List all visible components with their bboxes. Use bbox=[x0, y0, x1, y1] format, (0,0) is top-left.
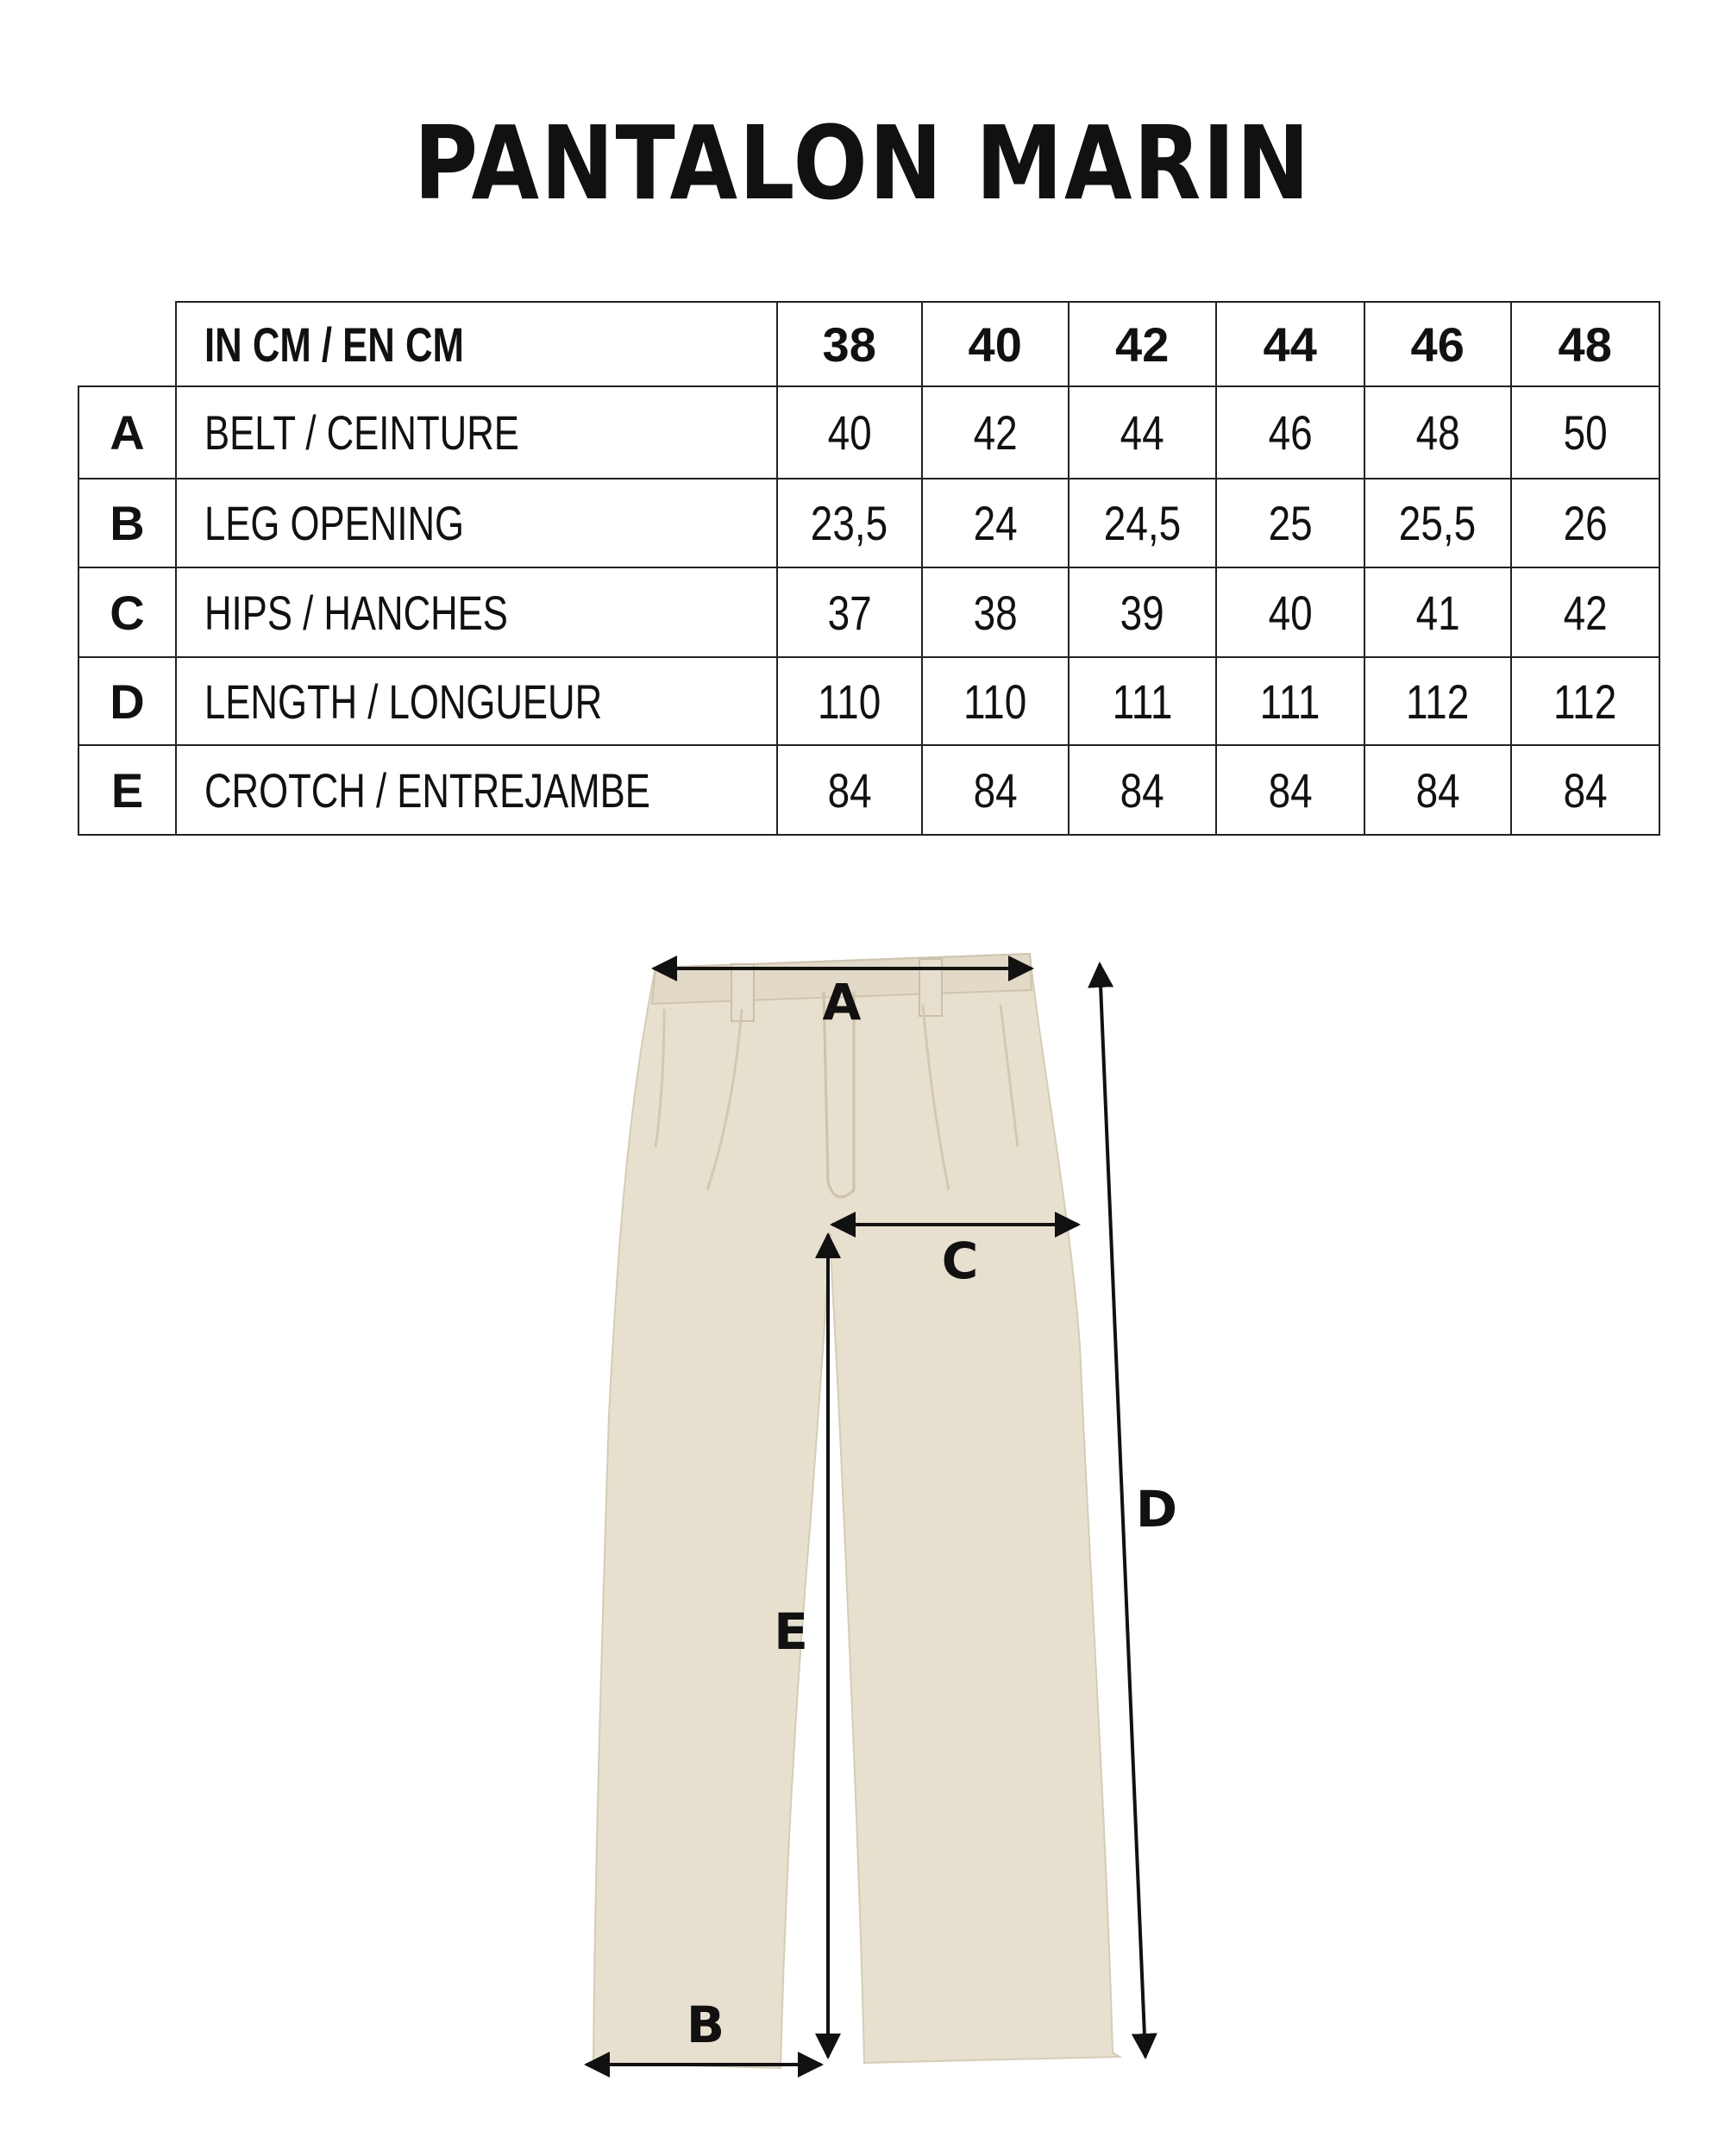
cell-value: 41 bbox=[1415, 585, 1460, 640]
cell-value: 48 bbox=[1415, 405, 1460, 460]
cell-value: 39 bbox=[1120, 585, 1164, 640]
cell-value: 50 bbox=[1563, 405, 1608, 460]
header-unit-text: IN CM / EN CM bbox=[204, 317, 464, 372]
label-c: C bbox=[941, 1232, 979, 1290]
cell-value: 112 bbox=[1406, 674, 1470, 729]
cell-value: 25,5 bbox=[1399, 496, 1477, 550]
cell-value: 25 bbox=[1268, 496, 1313, 550]
cell-value: 110 bbox=[818, 674, 881, 729]
cell-value: 46 bbox=[1268, 405, 1313, 460]
cell-value: 84 bbox=[827, 762, 872, 818]
row-label-text: LENGTH / LONGUEUR bbox=[204, 674, 603, 729]
cell-value: 26 bbox=[1563, 496, 1608, 550]
cell-value: 42 bbox=[1563, 585, 1608, 640]
size-header-40: 40 bbox=[922, 302, 1069, 386]
trousers-illustration bbox=[593, 954, 1120, 2068]
cell-value: 38 bbox=[973, 585, 1018, 640]
cell-value: 24 bbox=[973, 496, 1018, 550]
label-b: B bbox=[686, 1996, 725, 2054]
cell-value: 84 bbox=[1415, 762, 1460, 818]
cell-value: 84 bbox=[1268, 762, 1313, 818]
row-letter: C bbox=[78, 567, 176, 657]
size-header-46: 46 bbox=[1364, 302, 1511, 386]
cell-value: 40 bbox=[1268, 585, 1313, 640]
cell-value: 42 bbox=[973, 405, 1018, 460]
trousers-body bbox=[593, 954, 1120, 2068]
size-header-48: 48 bbox=[1511, 302, 1659, 386]
size-header-38: 38 bbox=[777, 302, 922, 386]
row-letter: A bbox=[78, 386, 176, 479]
cell-value: 37 bbox=[827, 585, 872, 640]
row-letter: B bbox=[78, 479, 176, 567]
cell-value: 84 bbox=[1120, 762, 1164, 818]
cell-value: 111 bbox=[1259, 674, 1320, 729]
label-a: A bbox=[822, 973, 862, 1031]
row-letter: E bbox=[78, 745, 176, 835]
cell-value: 111 bbox=[1112, 674, 1173, 729]
size-header-44: 44 bbox=[1216, 302, 1364, 386]
cell-value: 40 bbox=[827, 405, 872, 460]
cell-value: 24,5 bbox=[1103, 496, 1181, 550]
row-label-text: HIPS / HANCHES bbox=[204, 585, 508, 640]
cell-value: 84 bbox=[1563, 762, 1608, 818]
row-label-text: CROTCH / ENTREJAMBE bbox=[204, 762, 650, 818]
cell-value: 23,5 bbox=[811, 496, 888, 550]
cell-value: 44 bbox=[1120, 405, 1164, 460]
row-label-text: BELT / CEINTURE bbox=[204, 405, 519, 460]
row-letter: D bbox=[78, 657, 176, 745]
cell-value: 112 bbox=[1553, 674, 1617, 729]
label-e: E bbox=[774, 1602, 808, 1661]
cell-value: 110 bbox=[963, 674, 1027, 729]
size-header-42: 42 bbox=[1069, 302, 1216, 386]
page-title: PANTALON MARIN bbox=[413, 103, 1312, 222]
row-label-text: LEG OPENING bbox=[204, 496, 464, 550]
label-d: D bbox=[1135, 1480, 1178, 1539]
cell-value: 84 bbox=[973, 762, 1018, 818]
